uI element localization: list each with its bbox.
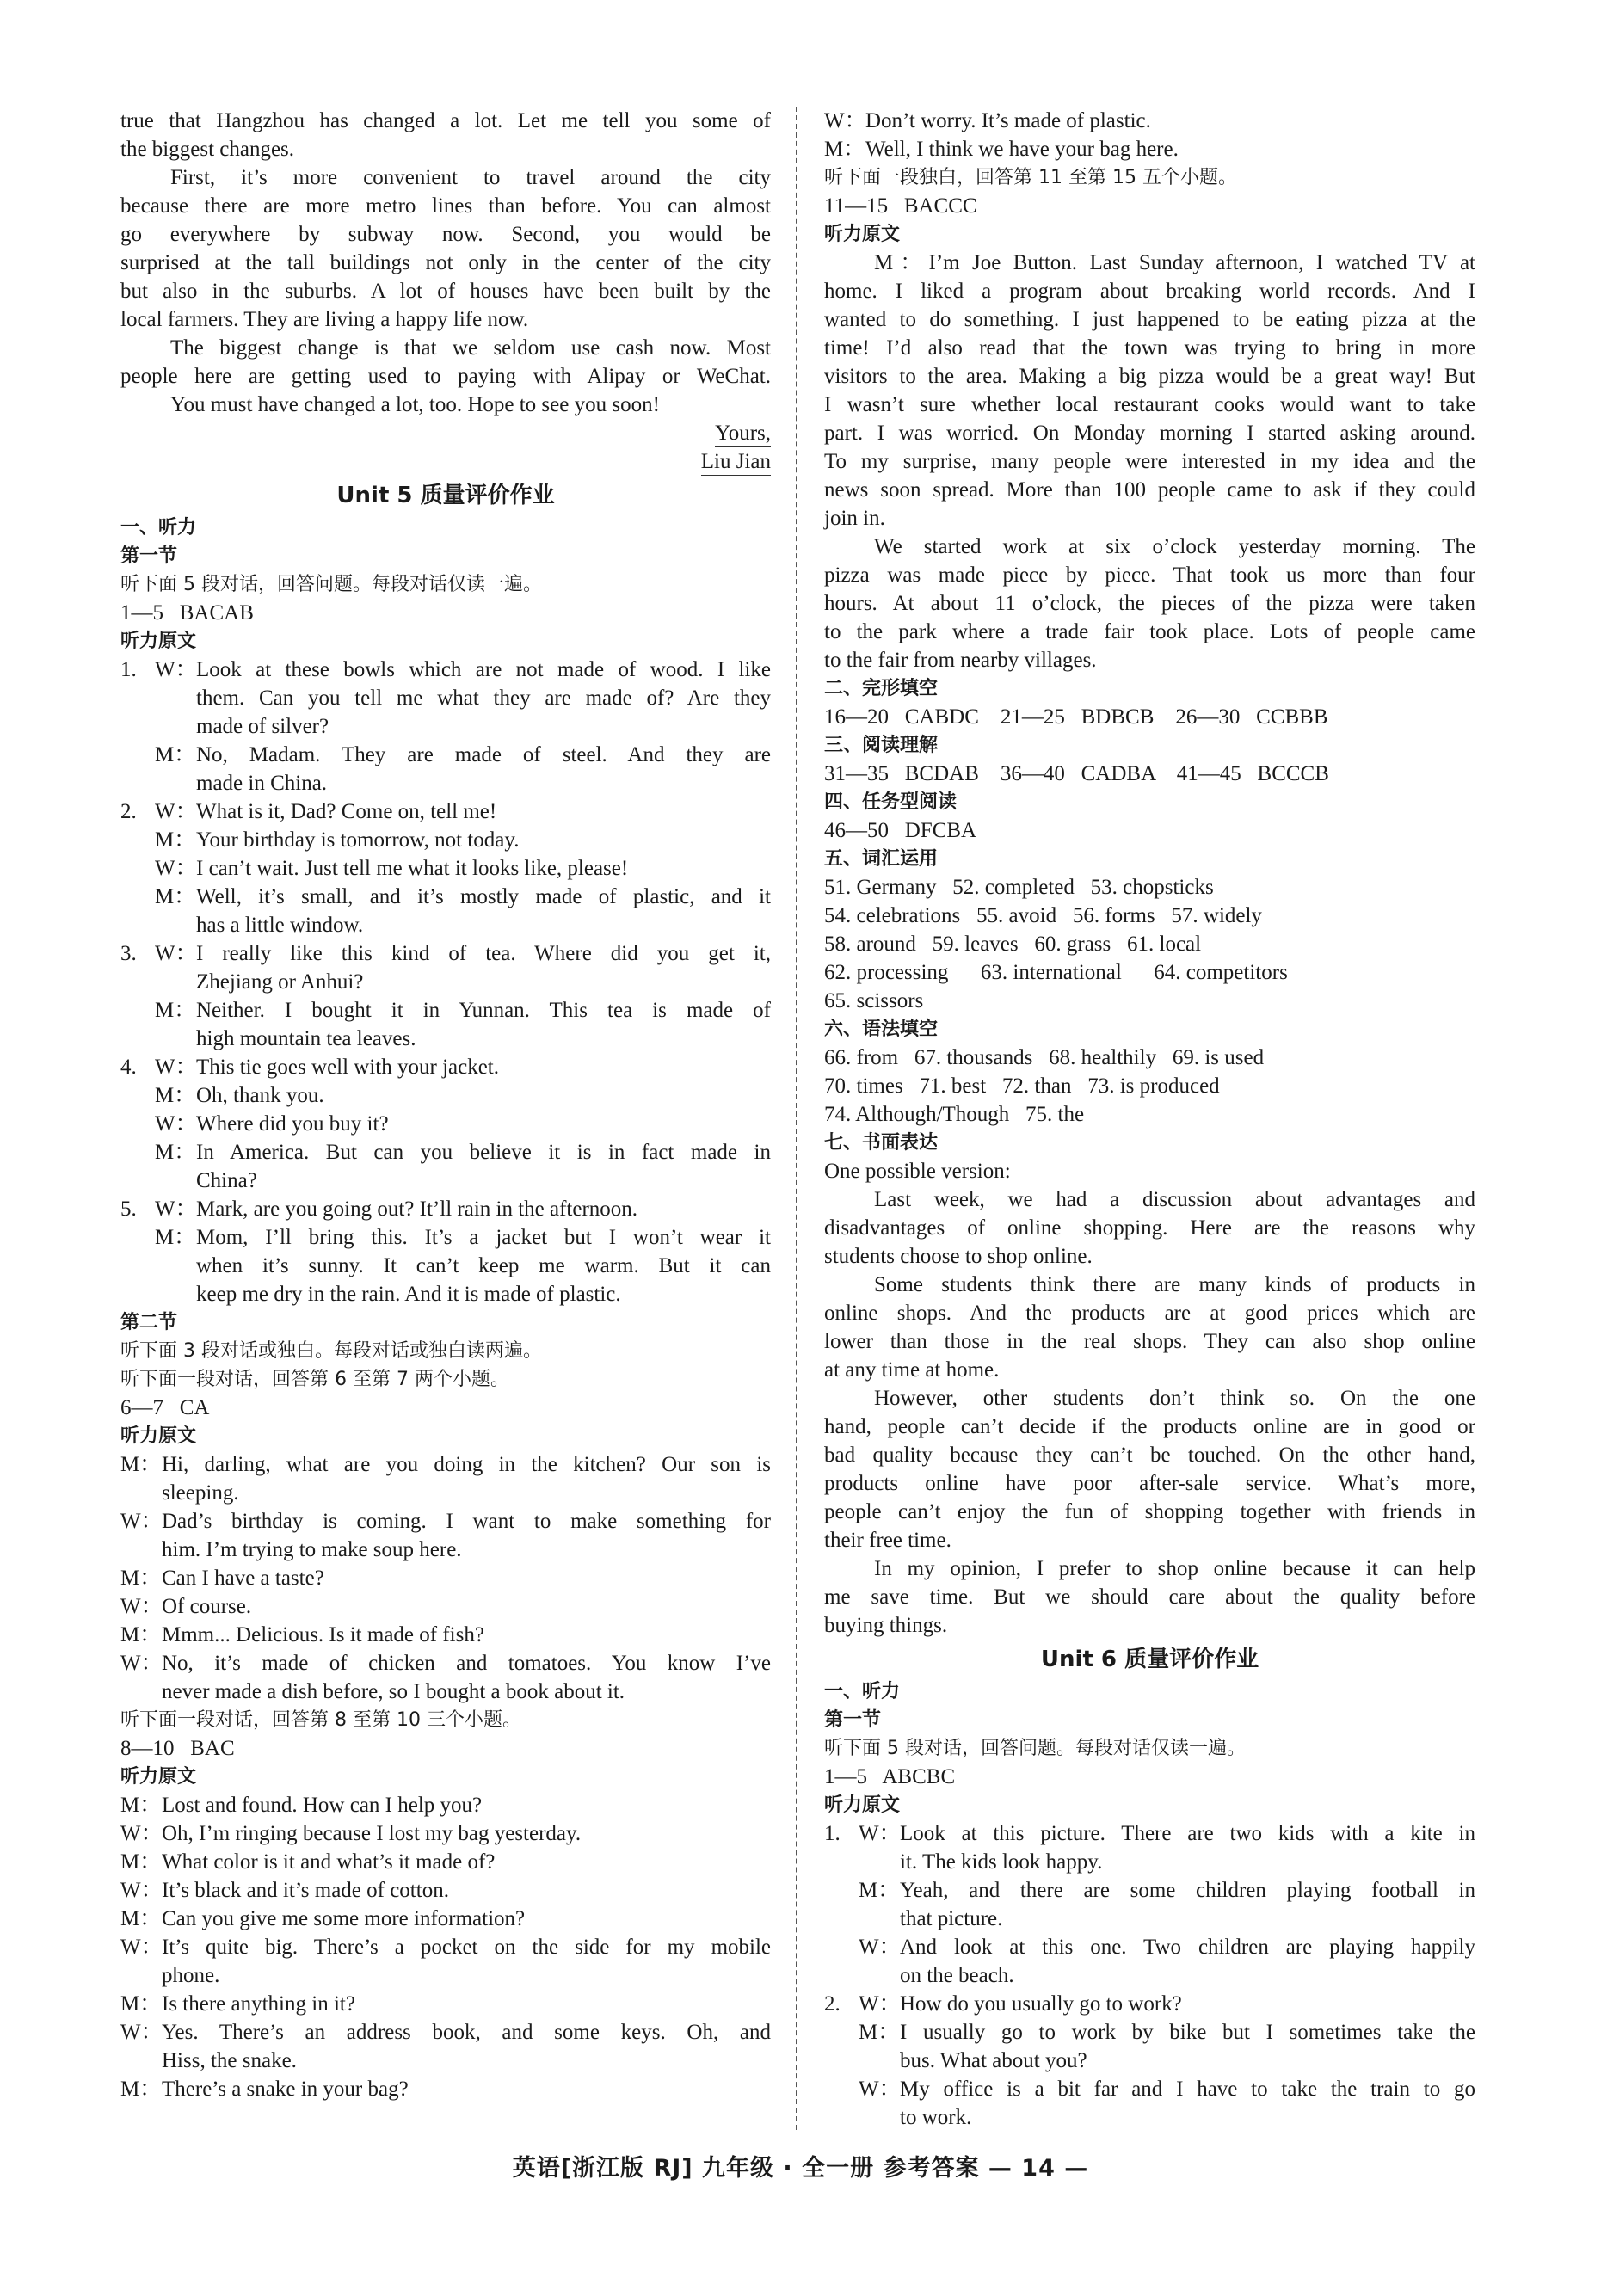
mono-line: to the fair from nearby villages. <box>824 649 1097 672</box>
speaker-label: M： <box>120 1850 162 1874</box>
instruction: 听下面 3 段对话或独白。每段对话或独白读两遍。 <box>120 1340 542 1362</box>
dialogue-text: Well, I think we have your bag here. <box>865 138 1179 161</box>
dialogue-line <box>120 1933 771 1961</box>
speaker-label: W： <box>120 1510 163 1533</box>
essay-line: disadvantages of online shopping. Here are the reasons why <box>824 1216 1475 1240</box>
dialogue-text: Dad’s birthday is coming. I want to make something for <box>162 1510 771 1533</box>
dialogue-text: I usually go to work by bike but I sometimes take the <box>900 2021 1475 2044</box>
item-number <box>120 741 155 769</box>
speaker-label: M： <box>859 2021 900 2044</box>
dialogue-line <box>120 1507 771 1536</box>
letter-line: go everywhere by subway now. Second, you would be <box>120 223 771 246</box>
item-number <box>120 1110 155 1138</box>
speaker-label: W： <box>155 1197 197 1221</box>
speaker-label: M： <box>859 1879 900 1902</box>
item-number <box>120 1138 155 1166</box>
speaker-label: W： <box>155 658 197 681</box>
dialogue-text: Hi, darling, what are you doing in the kitchen? Our son is <box>162 1453 771 1476</box>
speaker-label: W： <box>120 2021 163 2044</box>
unit5-title: Unit 5 质量评价作业 <box>336 483 555 508</box>
grammar-answer: 70. times 71. best 72. than 73. is produced <box>824 1074 1220 1098</box>
mono-line: join in. <box>824 507 885 530</box>
essay-line: In my opinion, I prefer to shop online because it can help <box>874 1557 1475 1580</box>
item-number <box>824 2075 859 2103</box>
dialogue-continuation: made in China. <box>196 772 328 795</box>
dialogue-line <box>120 1876 771 1905</box>
dialogue-line <box>120 883 771 911</box>
mono-line: We started work at six o’clock yesterday morning. The <box>874 535 1475 558</box>
grammar-answer: 74. Although/Though 75. the <box>824 1103 1085 1126</box>
essay-line: students choose to shop online. <box>824 1245 1093 1268</box>
letter-line: the biggest changes. <box>120 138 295 161</box>
dialogue-line <box>120 1450 771 1479</box>
item-number <box>824 2018 859 2047</box>
transcript-dialogue <box>120 1791 771 2103</box>
section-heading: 三、阅读理解 <box>824 735 939 756</box>
dialogue-line <box>120 1649 771 1677</box>
transcript-heading: 听力原文 <box>824 1794 901 1816</box>
essay-line: bad quality because they can’t be touched. On the other hand, <box>824 1443 1475 1467</box>
dialogue-text: Where did you buy it? <box>196 1112 389 1136</box>
section-heading: 六、语法填空 <box>824 1019 939 1040</box>
dialogue-text: Of course. <box>162 1595 252 1618</box>
speaker-label: W： <box>120 1936 163 1959</box>
item-number <box>120 1223 155 1252</box>
dialogue-line <box>120 996 771 1025</box>
transcript-dialogue <box>120 1450 771 1706</box>
dialogue-line <box>120 1110 771 1138</box>
speaker-label: W： <box>859 1936 901 1959</box>
vocab-answer: 65. scissors <box>824 989 924 1013</box>
item-number: 4. <box>120 1056 137 1079</box>
dialogue-text: Well, it’s small, and it’s mostly made of plastic, and it <box>196 885 771 908</box>
vocab-answer: 62. processing 63. international 64. competitors <box>824 961 1288 984</box>
dialogue-line <box>824 135 1475 163</box>
mono-line: wanted to do something. I just happened to be eating pizza at the <box>824 308 1475 331</box>
speaker-label: M： <box>155 999 196 1022</box>
dialogue-text: What color is it and what’s it made of? <box>162 1850 496 1874</box>
dialogue-continuation: has a little window. <box>196 914 364 937</box>
essay-line: people can’t enjoy the fun of shopping together with friends in <box>824 1500 1475 1523</box>
letter-line: surprised at the tall buildings not only in the center of the city <box>120 251 771 274</box>
dialogue-line <box>824 2075 1475 2103</box>
dialogue-continuation: made of silver? <box>196 715 329 738</box>
speaker-label: M： <box>120 1992 162 2016</box>
essay-line: However, other students don’t think so. On the one <box>874 1387 1475 1410</box>
item-number <box>120 826 155 854</box>
mono-line: hours. At about 11 o’clock, the pieces of the pizza were taken <box>824 592 1475 615</box>
dialogue-line <box>120 1592 771 1621</box>
dialogue-text: Don’t worry. It’s made of plastic. <box>865 109 1151 132</box>
dialogue-text: My office is a bit far and I have to take the train to go <box>900 2077 1475 2101</box>
column-divider <box>796 107 797 2130</box>
grammar-answer: 66. from 67. thousands 68. healthily 69. is used <box>824 1046 1265 1069</box>
mono-line: visitors to the area. Making a big pizza would be a great way! But <box>824 365 1475 388</box>
mono-line: home. I liked a program about breaking world records. And I <box>824 280 1475 303</box>
unit6-title: Unit 6 质量评价作业 <box>1040 1647 1259 1672</box>
dialogue-text: Lost and found. How can I help you? <box>162 1794 483 1817</box>
vocab-answer: 54. celebrations 55. avoid 56. forms 57. widely <box>824 904 1262 927</box>
section-heading: 一、听力 <box>120 517 197 539</box>
instruction: 听下面 5 段对话，回答问题。每段对话仅读一遍。 <box>824 1738 1246 1759</box>
speaker-label: W： <box>120 1879 163 1902</box>
dialogue-text: It’s black and it’s made of cotton. <box>162 1879 449 1902</box>
letter-line: local farmers. They are living a happy life now. <box>120 308 529 331</box>
dialogue-continuation: bus. What about you? <box>900 2049 1087 2072</box>
transcript-dialogues <box>824 1819 1475 2132</box>
dialogue-continuation: that picture. <box>900 1907 1003 1930</box>
item-number <box>824 1933 859 1961</box>
section-heading: 七、书面表达 <box>824 1132 939 1154</box>
speaker-label: M： <box>155 885 196 908</box>
item-number <box>120 1081 155 1110</box>
item-number: 1. <box>824 1822 841 1845</box>
essay-line: at any time at home. <box>824 1358 1000 1382</box>
speaker-label: W： <box>155 1056 197 1079</box>
speaker-label: M： <box>155 1084 196 1107</box>
dialogue-text: How do you usually go to work? <box>900 1992 1182 2016</box>
speaker-label: M： <box>120 2077 162 2101</box>
essay-line: buying things. <box>824 1614 948 1637</box>
letter-line: because there are more metro lines than before. You can almost <box>120 194 771 218</box>
letter-signature: Liu Jian <box>120 447 771 476</box>
dialogue-line <box>120 1621 771 1649</box>
speaker-label: W： <box>824 109 866 132</box>
dialogue-text: Can I have a taste? <box>162 1567 324 1590</box>
dialogue-line <box>120 1819 771 1848</box>
instruction: 听下面一段独白，回答第 11 至第 15 五个小题。 <box>824 167 1237 188</box>
dialogue-text: Mom, I’ll bring this. It’s a jacket but I won’t wear it <box>196 1226 771 1249</box>
item-number <box>120 996 155 1025</box>
dialogue-line <box>120 1990 771 2018</box>
section-heading: 二、完形填空 <box>824 678 939 699</box>
dialogue-text: I really like this kind of tea. Where did you get it, <box>196 942 771 965</box>
essay-line: Last week, we had a discussion about advantages and <box>874 1188 1475 1211</box>
letter-line: First, it’s more convenient to travel around the city <box>170 166 771 189</box>
essay-line: me save time. But we should care about the quality before <box>824 1585 1475 1609</box>
mono-line: pizza was made piece by piece. That took us more than four <box>824 563 1475 587</box>
speaker-label: W： <box>155 800 197 823</box>
mono-line: part. I was worried. On Monday morning I started asking around. <box>824 422 1475 445</box>
item-number: 2. <box>120 800 137 823</box>
dialogue-continuation: him. I’m trying to make soup here. <box>162 1538 462 1561</box>
mono-line: news soon spread. More than 100 people came to ask if they could <box>824 478 1475 502</box>
speaker-label: M： <box>120 1907 162 1930</box>
answer-key: 31—35 BCDAB 36—40 CADBA 41—45 BCCCB <box>824 762 1329 785</box>
item-number: 5. <box>120 1197 137 1221</box>
dialogue-line <box>120 1791 771 1819</box>
dialogue-line <box>120 826 771 854</box>
speaker-label: M： <box>120 1794 162 1817</box>
part-heading: 第二节 <box>120 1312 178 1333</box>
answer-key: 11—15 BACCC <box>824 194 977 218</box>
dialogue-text: Look at this picture. There are two kids with a kite in <box>900 1822 1475 1845</box>
answer-key: 1—5 ABCBC <box>824 1765 956 1788</box>
speaker-label: W： <box>155 942 197 965</box>
transcript-heading: 听力原文 <box>824 224 901 245</box>
instruction: 听下面一段对话，回答第 6 至第 7 两个小题。 <box>120 1369 509 1390</box>
essay-line: online shops. And the products are at good prices which are <box>824 1302 1475 1325</box>
transcript-heading: 听力原文 <box>120 631 197 652</box>
speaker-label: M： <box>120 1567 162 1590</box>
speaker-label: W： <box>120 1652 163 1675</box>
dialogue-line <box>824 2018 1475 2047</box>
dialogue-continuation: them. Can you tell me what they are made of? Are they <box>196 686 771 710</box>
speaker-label: W： <box>859 1992 901 2016</box>
speaker-label: M： <box>120 1453 162 1476</box>
dialogue-line <box>120 1223 771 1252</box>
dialogue-text: Your birthday is tomorrow, not today. <box>196 828 520 852</box>
item-number <box>120 854 155 883</box>
mono-line: to the park where a trade fair took place. Lots of people came <box>824 620 1475 643</box>
speaker-label: M： <box>155 1141 196 1164</box>
essay-line: lower than those in the real shops. They can also shop online <box>824 1330 1475 1353</box>
letter-line: true that Hangzhou has changed a lot. Let me tell you some of <box>120 109 771 132</box>
section-heading: 四、任务型阅读 <box>824 791 958 813</box>
dialogue-line <box>824 1933 1475 1961</box>
dialogue-line <box>120 1848 771 1876</box>
dialogue-line <box>120 656 771 684</box>
dialogue-continuation: never made a dish before, so I bought a book about it. <box>162 1680 625 1703</box>
left-column <box>120 107 771 2103</box>
dialogue-text: Yes. There’s an address book, and some keys. Oh, and <box>162 2021 771 2044</box>
letter-closing: Yours, <box>120 419 771 447</box>
letter-line: people here are getting used to paying with Alipay or WeChat. <box>120 365 771 388</box>
dialogue-continuation: phone. <box>162 1964 220 1987</box>
essay-intro: One possible version: <box>824 1160 1011 1183</box>
answer-key: 1—5 BACAB <box>120 601 254 625</box>
speaker-label: M： <box>120 1623 162 1647</box>
dialogue-line <box>120 939 771 968</box>
dialogue-line <box>824 107 1475 135</box>
dialogue-text: I can’t wait. Just tell me what it looks like, please! <box>196 857 629 880</box>
dialogue-line <box>120 797 771 826</box>
transcript-heading: 听力原文 <box>120 1425 197 1447</box>
dialogue-text: It’s quite big. There’s a pocket on the side for my mobile <box>162 1936 771 1959</box>
speaker-label: M： <box>824 138 865 161</box>
section-heading: 五、词汇运用 <box>824 848 939 870</box>
speaker-label: W： <box>155 857 197 880</box>
mono-line: time! I’d also read that the town was trying to bring in more <box>824 336 1475 360</box>
speaker-label: W： <box>120 1595 163 1618</box>
essay-line: Some students think there are many kinds of products in <box>874 1273 1475 1296</box>
item-number <box>824 1876 859 1905</box>
essay-line: products online have poor after-sale service. What’s more, <box>824 1472 1475 1495</box>
speaker-label: W： <box>859 1822 901 1845</box>
page-footer: 英语[浙江版 RJ] 九年级 · 全一册 参考答案 — 14 — <box>512 2155 1089 2182</box>
dialogue-text: There’s a snake in your bag? <box>162 2077 409 2101</box>
instruction: 听下面 5 段对话，回答问题。每段对话仅读一遍。 <box>120 574 542 595</box>
item-number: 1. <box>120 658 137 681</box>
dialogue-line <box>120 1564 771 1592</box>
transcript-heading: 听力原文 <box>120 1766 197 1788</box>
dialogue-text: Look at these bowls which are not made of wood. I like <box>196 658 771 681</box>
vocab-answer: 58. around 59. leaves 60. grass 61. local <box>824 933 1202 956</box>
dialogue-text: Yeah, and there are some children playing football in <box>900 1879 1475 1902</box>
dialogue-continuation: sleeping. <box>162 1481 239 1505</box>
dialogue-line <box>824 1990 1475 2018</box>
dialogue-text: What is it, Dad? Come on, tell me! <box>196 800 497 823</box>
dialogue-text: Mark, are you going out? It’ll rain in the afternoon. <box>196 1197 638 1221</box>
dialogue-line <box>120 1195 771 1223</box>
item-number: 3. <box>120 942 137 965</box>
dialogue-text: Mmm... Delicious. Is it made of fish? <box>162 1623 484 1647</box>
dialogue-text: Oh, thank you. <box>196 1084 324 1107</box>
speaker-label: W： <box>120 1822 163 1845</box>
mono-line: I wasn’t sure whether local restaurant cooks would want to take <box>824 393 1475 416</box>
answer-key: 16—20 CABDC 21—25 BDBCB 26—30 CCBBB <box>824 705 1328 729</box>
dialogue-line <box>824 1876 1475 1905</box>
dialogue-continuation: Zhejiang or Anhui? <box>196 970 364 994</box>
dialogue-text: No, Madam. They are made of steel. And they are <box>196 743 771 766</box>
dialogue-continuation: when it’s sunny. It can’t keep me warm. But it can <box>196 1254 771 1277</box>
dialogue-continuation: to work. <box>900 2106 972 2129</box>
letter-line: You must have changed a lot, too. Hope to see you soon! <box>170 393 660 416</box>
right-column <box>824 107 1475 2132</box>
dialogue-text: Is there anything in it? <box>162 1992 355 2016</box>
part-heading: 第一节 <box>120 545 178 567</box>
dialogue-line <box>120 2075 771 2103</box>
dialogue-continuation: high mountain tea leaves. <box>196 1027 416 1050</box>
answer-key: 46—50 DFCBA <box>824 819 977 842</box>
speaker-label: W： <box>155 1112 197 1136</box>
dialogue-text: No, it’s made of chicken and tomatoes. You know I’ve <box>162 1652 771 1675</box>
dialogue-line <box>120 1905 771 1933</box>
dialogue-line <box>120 2018 771 2047</box>
essay-line: hand, people can’t decide if the products online are in good or <box>824 1415 1475 1438</box>
dialogue-continuation: China? <box>196 1169 257 1192</box>
mono-line: To my surprise, many people were interested in my idea and the <box>824 450 1475 473</box>
dialogue-line <box>120 1138 771 1166</box>
dialogue-line <box>824 1819 1475 1848</box>
dialogue-continuation: it. The kids look happy. <box>900 1850 1103 1874</box>
mono-line: M：I’m Joe Button. Last Sunday afternoon, I watched TV at <box>874 251 1475 274</box>
item-number <box>120 883 155 911</box>
dialogue-text: In America. But can you believe it is in fact made in <box>196 1141 771 1164</box>
part-heading: 第一节 <box>824 1709 882 1731</box>
transcript-dialogues <box>120 656 771 1308</box>
dialogue-line <box>120 1053 771 1081</box>
dialogue-continuation: on the beach. <box>900 1964 1014 1987</box>
dialogue-text: Neither. I bought it in Yunnan. This tea is made of <box>196 999 771 1022</box>
speaker-label: M： <box>155 743 196 766</box>
item-number: 2. <box>824 1992 841 2016</box>
speaker-label: M： <box>155 828 196 852</box>
dialogue-line <box>120 854 771 883</box>
dialogue-text: Oh, I’m ringing because I lost my bag yesterday. <box>162 1822 582 1845</box>
dialogue-text: This tie goes well with your jacket. <box>196 1056 500 1079</box>
vocab-answer: 51. Germany 52. completed 53. chopsticks <box>824 876 1214 899</box>
dialogue-continuation: Hiss, the snake. <box>162 2049 297 2072</box>
essay-line: their free time. <box>824 1529 951 1552</box>
speaker-label: W： <box>859 2077 901 2101</box>
dialogue-line <box>120 741 771 769</box>
dialogue-continuation: keep me dry in the rain. And it is made of plastic. <box>196 1283 621 1306</box>
dialogue-line <box>120 1081 771 1110</box>
instruction: 听下面一段对话，回答第 8 至第 10 三个小题。 <box>120 1709 521 1731</box>
answer-key: 6—7 CA <box>120 1396 210 1419</box>
section-heading: 一、听力 <box>824 1681 901 1702</box>
dialogue-text: And look at this one. Two children are playing happily <box>900 1936 1475 1959</box>
dialogue-text: Can you give me some more information? <box>162 1907 526 1930</box>
transcript-dialogue-cont <box>824 107 1475 163</box>
answer-key: 8—10 BAC <box>120 1737 235 1760</box>
letter-line: The biggest change is that we seldom use cash now. Most <box>170 336 771 360</box>
letter-line: but also in the suburbs. A lot of houses have been built by the <box>120 280 771 303</box>
speaker-label: M： <box>155 1226 196 1249</box>
